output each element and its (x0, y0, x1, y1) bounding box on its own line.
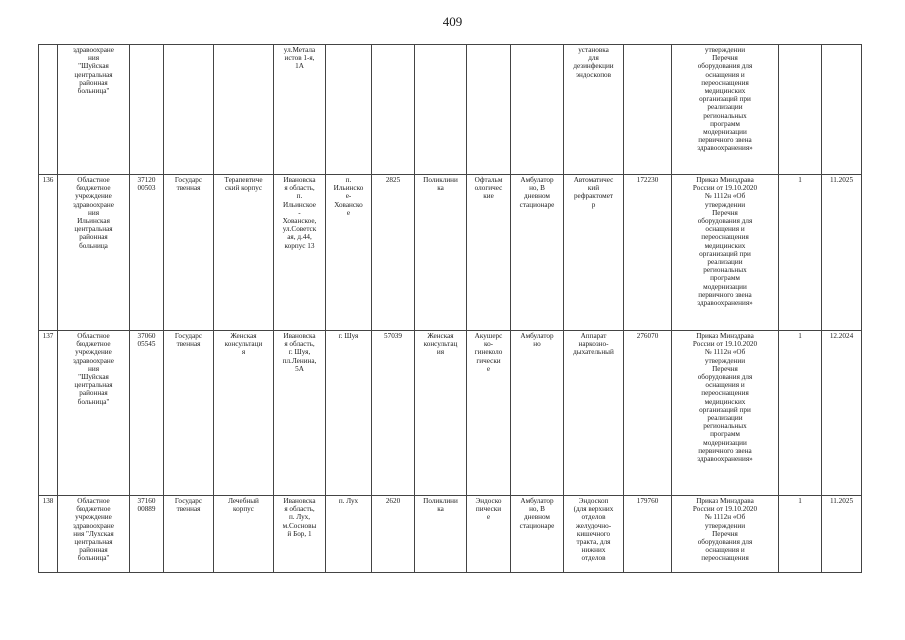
profile-cell (415, 45, 467, 175)
address-cell: Ивановска я область, п. Лух, м.Сосновы й Бор, 1 (274, 496, 326, 573)
population-cell: 2620 (372, 496, 415, 573)
regulatory-order-cell: утверждении Перечня оборудования для оснащения и переоснащения медицинских организаций при реализации региональных программ модернизации первичного звена здравоохранения» (672, 45, 779, 175)
locality-cell (326, 45, 372, 175)
regulatory-order-cell: Приказ Минздрава России от 19.10.2020 № 1112н «Об утверждении Перечня оборудования для оснащения и переоснащения медицинских организаций при реализации региональных программ модернизации первичного звена здравоохранения» (672, 331, 779, 496)
page-number: 409 (442, 14, 463, 29)
price-cell (624, 45, 672, 175)
address-cell: Ивановска я область, п. Ильинское - Хованское, ул.Советск ая, д.44, корпус 13 (274, 175, 326, 331)
subdivision-cell: Лечебный корпус (214, 496, 274, 573)
row-number-cell: 138 (39, 496, 58, 573)
quantity-cell: 1 (779, 331, 822, 496)
subdivision-cell: Женская консультаци я (214, 331, 274, 496)
specialty-cell: Офтальм ологичес кие (467, 175, 511, 331)
row-number-cell (39, 45, 58, 175)
quantity-cell (779, 45, 822, 175)
subdivision-cell (214, 45, 274, 175)
ownership-cell: Государс твенная (164, 496, 214, 573)
locality-cell: п. Ильинско е- Хованско е (326, 175, 372, 331)
profile-cell: Поликлини ка (415, 175, 467, 331)
table-row (39, 175, 862, 331)
quantity-cell: 1 (779, 496, 822, 573)
profile-cell: Женская консультац ия (415, 331, 467, 496)
ownership-cell: Государс твенная (164, 175, 214, 331)
equipment-cell: Аппарат наркозно- дыхательный (564, 331, 624, 496)
care-conditions-cell: Амбулатор но, В дневном стационаре (511, 496, 564, 573)
institution-code-cell (130, 45, 164, 175)
quantity-cell: 1 (779, 175, 822, 331)
price-cell: 276070 (624, 331, 672, 496)
address-cell: ул.Метала истов 1-я, 1А (274, 45, 326, 175)
table-row (39, 331, 862, 496)
price-cell: 172230 (624, 175, 672, 331)
population-cell: 57039 (372, 331, 415, 496)
organization-cell: Областное бюджетное учреждение здравоохране ния Ильинская центральная районная больница (58, 175, 130, 331)
population-cell: 2825 (372, 175, 415, 331)
organization-cell: Областное бюджетное учреждение здравоохране ния "Лухская центральная районная больница" (58, 496, 130, 573)
specialty-cell: Акушерс ко- гинеколо гически е (467, 331, 511, 496)
equipment-registry-table (38, 44, 862, 573)
equipment-cell: установка для дезинфекции эндоскопов (564, 45, 624, 175)
organization-cell: Областное бюджетное учреждение здравоохране ния "Шуйская центральная районная больница" (58, 331, 130, 496)
organization-cell: здравоохране ния "Шуйская центральная районная больница" (58, 45, 130, 175)
price-cell: 179760 (624, 496, 672, 573)
institution-code-cell: 37120 00503 (130, 175, 164, 331)
delivery-date-cell (822, 45, 862, 175)
locality-cell: г. Шуя (326, 331, 372, 496)
institution-code-cell: 37160 00889 (130, 496, 164, 573)
specialty-cell: Эндоско пически е (467, 496, 511, 573)
regulatory-order-cell: Приказ Минздрава России от 19.10.2020 № 1112н «Об утверждении Перечня оборудования для оснащения и переоснащения (672, 496, 779, 573)
delivery-date-cell: 11.2025 (822, 175, 862, 331)
institution-code-cell: 37060 05545 (130, 331, 164, 496)
row-number-cell: 136 (39, 175, 58, 331)
delivery-date-cell: 12.2024 (822, 331, 862, 496)
table-row (39, 496, 862, 573)
equipment-cell: Автоматичес кий рефрактомет р (564, 175, 624, 331)
ownership-cell (164, 45, 214, 175)
equipment-cell: Эндоскоп (для верхних отделов желудочно- кишечного тракта, для нижних отделов (564, 496, 624, 573)
regulatory-order-cell: Приказ Минздрава России от 19.10.2020 № 1112н «Об утверждении Перечня оборудования для оснащения и переоснащения медицинских организаций при реализации региональных программ модернизации первичного звена здравоохранения» (672, 175, 779, 331)
care-conditions-cell: Амбулатор но (511, 331, 564, 496)
address-cell: Ивановска я область, г. Шуя, пл.Ленина, 5А (274, 331, 326, 496)
table-row (39, 45, 862, 175)
care-conditions-cell (511, 45, 564, 175)
specialty-cell (467, 45, 511, 175)
delivery-date-cell: 11.2025 (822, 496, 862, 573)
subdivision-cell: Терапевтиче ский корпус (214, 175, 274, 331)
population-cell (372, 45, 415, 175)
care-conditions-cell: Амбулатор но, В дневном стационаре (511, 175, 564, 331)
row-number-cell: 137 (39, 331, 58, 496)
profile-cell: Поликлини ка (415, 496, 467, 573)
ownership-cell: Государс твенная (164, 331, 214, 496)
locality-cell: п. Лух (326, 496, 372, 573)
